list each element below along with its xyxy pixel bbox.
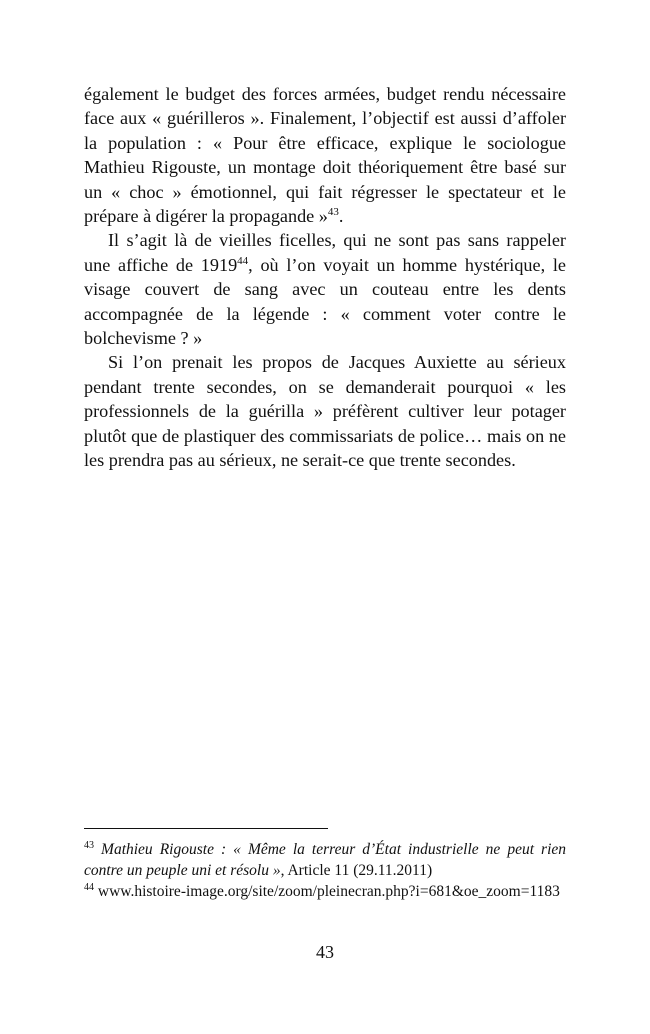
paragraph-2 xyxy=(84,228,566,350)
paragraph-3: Si l’on prenait les propos de Jacques Auxiette au sérieux pendant trente secondes, on se demanderait pourquoi « les professionnels de la guérilla » préfèrent cultiver leur potager plutôt que de plastiquer des commissariats de police… mais on ne les prendra pas au sérieux, ne serait-ce que trente secondes. xyxy=(84,352,566,471)
footnote-citation-source: , Article 11 (29.11.2011) xyxy=(280,862,433,879)
main-text xyxy=(84,82,566,473)
footnote-number: 44 xyxy=(84,881,94,893)
footnote-citation-title: Mathieu Rigouste : « Même la terreur d’État industrielle ne peut rien contre un peuple uni et résolu » xyxy=(84,841,567,879)
footnote-ref-44: 44 xyxy=(237,254,249,267)
page-number: 43 xyxy=(316,942,334,962)
footnotes xyxy=(84,839,566,902)
paragraph-2-tail: , où l’on voyait un homme hystérique, le visage couvert de sang avec un couteau entre les dents accompagnée de la légende : « comment voter contre le bolchevisme ? » xyxy=(84,254,566,349)
paragraph-1 xyxy=(84,82,566,228)
footnote-ref-43: 43 xyxy=(327,205,339,218)
footnote-separator xyxy=(84,828,328,829)
paragraph-1-text: également le budget des forces armées, budget rendu nécessaire face aux « guérilleros ». Finalement, l’objectif est aussi d’affoler la population : « Pour être efficace, explique le sociologue Mathieu Rigouste, un montage doit théoriquement être basé sur un « choc » émotionnel, qui fait régresser le spectateur et le prépare à digérer la propagande » xyxy=(84,84,566,227)
footnote-url: www.histoire-image.org/site/zoom/pleinecran.php?i=681&oe_zoom=1183 xyxy=(97,883,560,900)
footnote-number: 43 xyxy=(84,839,94,851)
footnote-44 xyxy=(84,881,566,902)
footnote-43 xyxy=(84,839,566,881)
paragraph-2-text: Il s’agit là de vieilles ficelles, qui ne sont pas sans rappeler une affiche de 1919 xyxy=(84,230,566,275)
paragraph-1-tail: . xyxy=(338,206,344,227)
